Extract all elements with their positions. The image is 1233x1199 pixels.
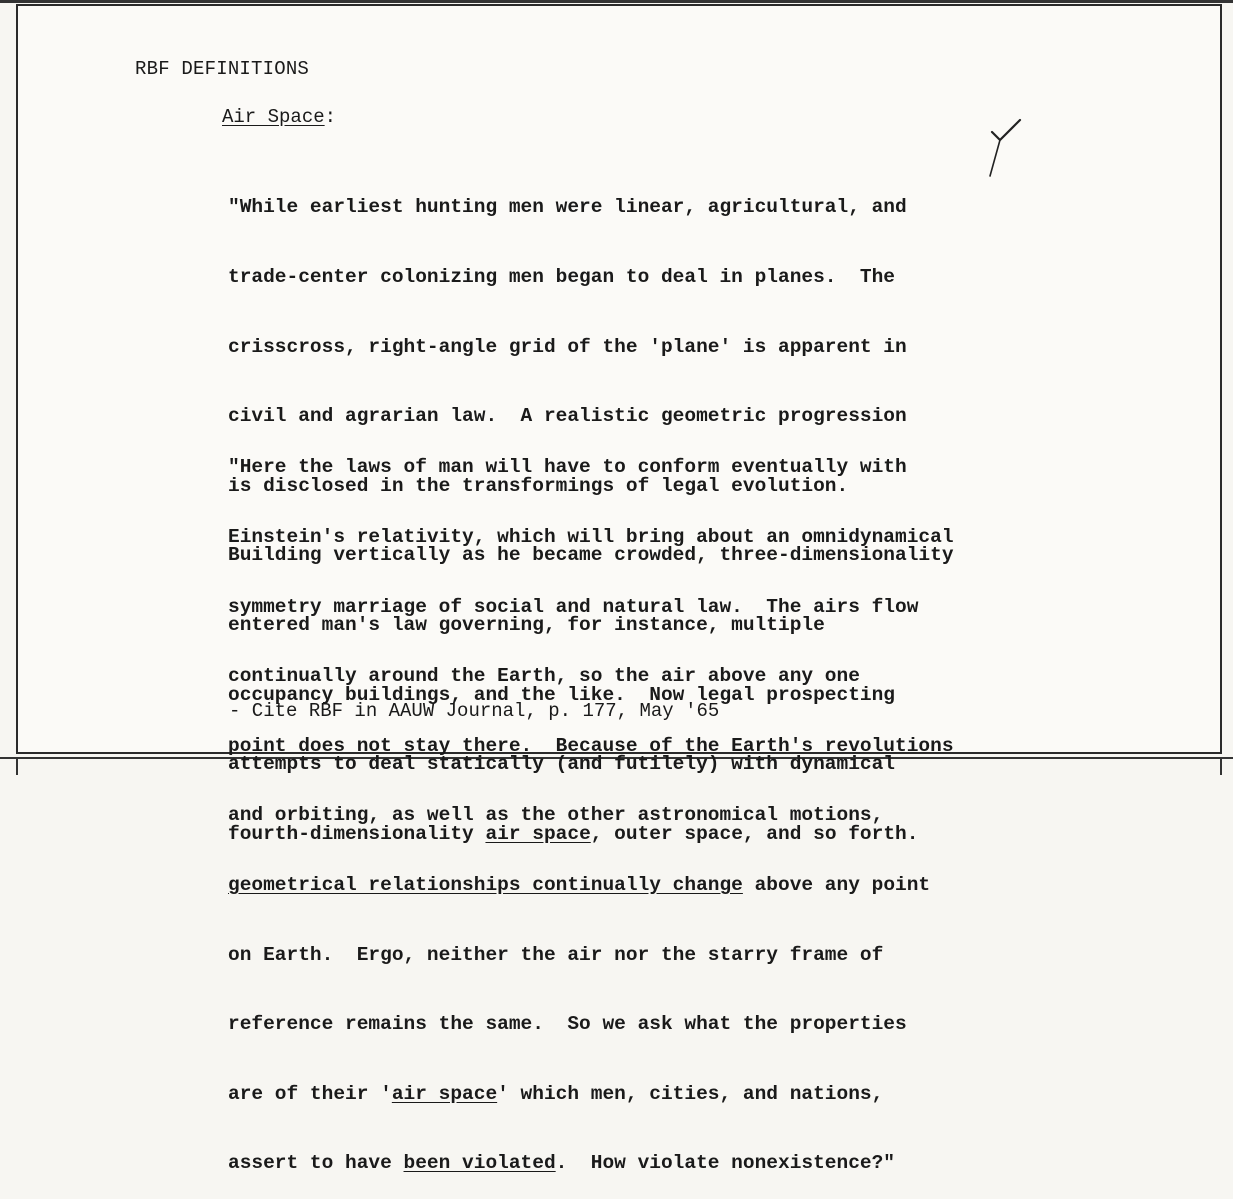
top-rule bbox=[0, 0, 1233, 3]
underlined-air-space: air space bbox=[391, 1082, 498, 1105]
text-run: fourth-dimensionality bbox=[228, 822, 486, 845]
paragraph-line: "While earliest hunting men were linear, agricultural, and bbox=[228, 196, 907, 219]
text-run: assert to have bbox=[228, 1152, 404, 1175]
term-title bbox=[222, 106, 336, 128]
paragraph-line: symmetry marriage of social and natural law. The airs flow bbox=[228, 595, 919, 618]
paragraph-line: attempts to deal statically (and futilely) with dynamical bbox=[228, 753, 896, 776]
paragraph-line: civil and agrarian law. A realistic geometric progression bbox=[228, 405, 907, 428]
paragraph-line: entered man's law governing, for instance, multiple bbox=[228, 613, 825, 636]
paragraph-line bbox=[228, 1152, 954, 1175]
paragraph-line: "Here the laws of man will have to conform eventually with bbox=[228, 456, 907, 479]
text-run: are of their ' bbox=[228, 1082, 392, 1105]
term-label: Air Space bbox=[222, 106, 325, 128]
paragraph-line bbox=[228, 874, 954, 897]
text-run: ' which men, cities, and nations, bbox=[497, 1082, 884, 1105]
paragraph-line: Einstein's relativity, which will bring about an omnidynamical bbox=[228, 526, 954, 548]
underlined-air-space: air space bbox=[485, 822, 591, 845]
paragraph-line: trade-center colonizing men began to deal in planes. The bbox=[228, 266, 896, 288]
quote-paragraph-2 bbox=[228, 410, 954, 1199]
next-card-left-edge bbox=[16, 759, 18, 775]
paragraph-line: reference remains the same. So we ask what the properties bbox=[228, 1013, 907, 1036]
paragraph-line: crisscross, right-angle grid of the 'plane' is apparent in bbox=[228, 335, 907, 358]
paragraph-line bbox=[228, 1083, 954, 1106]
paragraph-line: occupancy buildings, and the like. Now legal prospecting bbox=[228, 683, 896, 706]
paragraph-line: is disclosed in the transformings of legal evolution. bbox=[228, 474, 849, 497]
paragraph-line: and orbiting, as well as the other astronomical motions, bbox=[228, 804, 884, 827]
term-colon: : bbox=[324, 106, 337, 128]
next-card-right-edge bbox=[1220, 759, 1222, 775]
paragraph-line: on Earth. Ergo, neither the air nor the starry frame of bbox=[228, 943, 884, 966]
text-run: . How violate nonexistence?" bbox=[555, 1152, 896, 1175]
text-run: above any point bbox=[742, 873, 931, 896]
card-heading: RBF DEFINITIONS bbox=[135, 58, 310, 80]
checkmark-icon bbox=[978, 118, 1024, 180]
text-run: , outer space, and so forth. bbox=[590, 822, 919, 845]
paragraph-line: Building vertically as he became crowded, three-dimensionality bbox=[228, 544, 954, 567]
underlined-been-violated: been violated bbox=[403, 1152, 556, 1175]
underlined-geometrical-phrase: geometrical relationships continually change bbox=[228, 873, 743, 896]
paragraph-line: continually around the Earth, so the air above any one bbox=[228, 665, 860, 688]
paragraph-line: point does not stay there. Because of the Earth's revolutions bbox=[228, 734, 954, 757]
citation: - Cite RBF in AAUW Journal, p. 177, May '65 bbox=[229, 700, 720, 722]
